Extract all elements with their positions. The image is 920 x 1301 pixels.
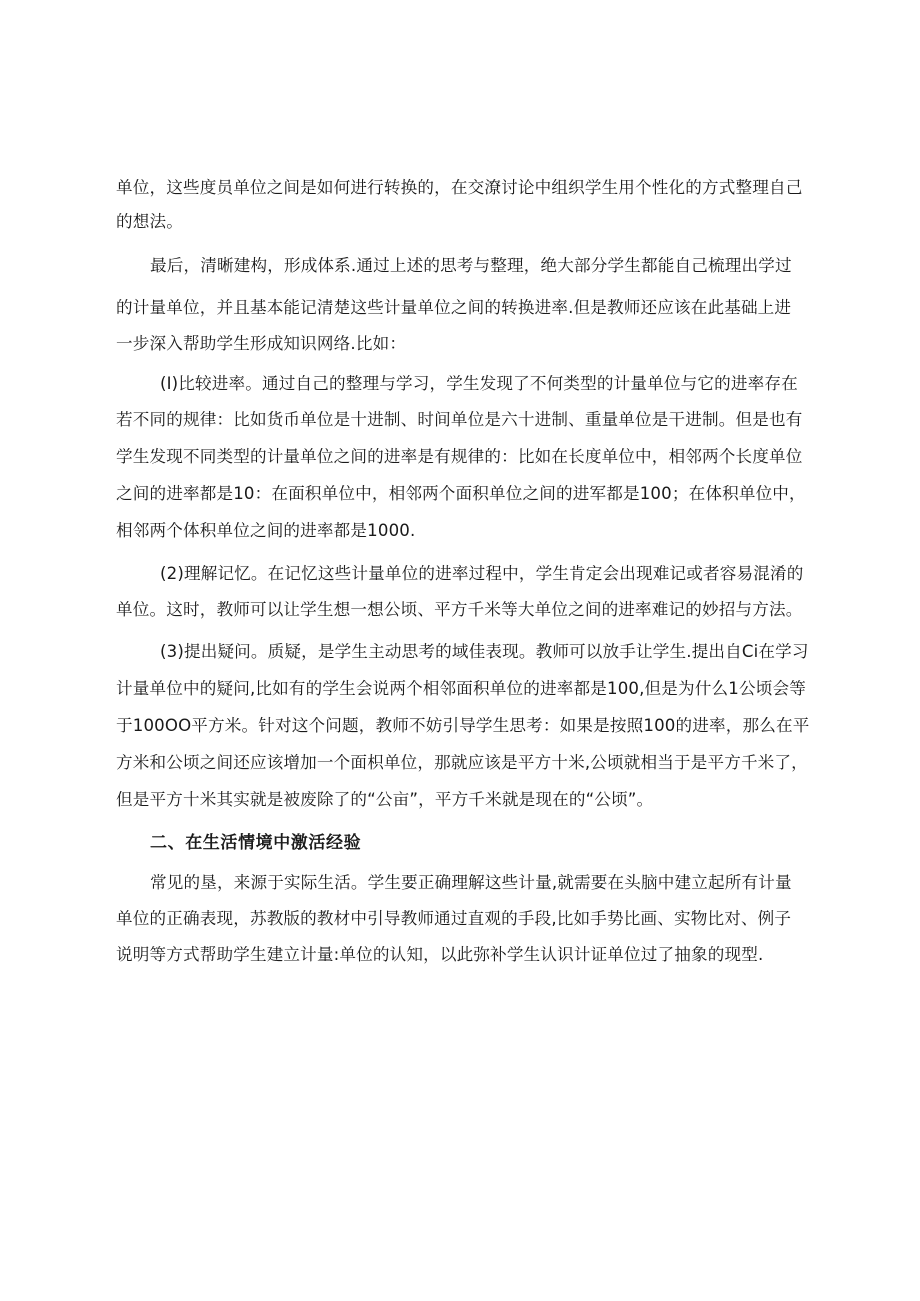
list-item-line: (I)比较进率。通过自己的整理与学习，学生发现了不何类型的计量单位与它的进率存在 — [160, 374, 798, 393]
paragraph-line: 的计量单位，并且基本能记清楚这些计量单位之间的转换进率.但是教师还应该在此基础上进 — [116, 298, 792, 317]
paragraph-line: 最后，清晰建构，形成体系.通过上述的思考与整理，绝大部分学生都能自己梳理出学过 — [150, 256, 792, 275]
list-item-line: 相邻两个体积单位之间的进率都是1000. — [116, 521, 416, 540]
paragraph-line: 说明等方式帮助学生建立计量:单位的认知，以此弥补学生认识计证单位过了抽象的现型. — [116, 945, 764, 964]
list-item-line: (2)理解记忆。在记忆这些计量单位的进率过程中，学生肯定会出现难记或者容易混淆的 — [160, 564, 804, 583]
paragraph-line: 一步深入帮助学生形成知识网络.比如： — [116, 334, 407, 353]
list-item-line: 若不同的规律：比如货币单位是十进制、时间单位是六十进制、重量单位是干进制。但是也有 — [116, 410, 803, 429]
section-heading: 二、在生活情境中激活经验 — [150, 833, 362, 853]
list-item-line: 但是平方十米其实就是被废除了的“公亩”，平方千米就是现在的“公顷”。 — [116, 790, 654, 809]
paragraph-line: 单位，这些度员单位之间是如何进行转换的，在交潦讨论中组织学生用个性化的方式整理自己 — [116, 178, 803, 197]
list-item-line: 之间的进率都是10：在面积单位中，相邻两个面积单位之间的进军都是100；在体积单位中， — [116, 484, 806, 503]
list-item-line: 于100OO平方米。针对这个问题，教师不妨引导学生思考：如果是按照100的进率，那么在平 — [116, 716, 810, 735]
paragraph-line: 的想法。 — [116, 212, 183, 231]
paragraph-line: 常见的垦，来源于实际生活。学生要正确理解这些计量,就需要在头脑中建立起所有计量 — [150, 873, 792, 892]
list-item-line: 方米和公顷之间还应该增加一个面枳单位，那就应该是平方十米,公顷就相当于是平方千米了， — [116, 753, 808, 772]
list-item-line: 单位。这时，教师可以让学生想一想公顷、平方千米等大单位之间的进率难记的妙招与方法。 — [116, 600, 803, 619]
paragraph-line: 单位的正确表现，苏教版的教材中引导教师通过直观的手段,比如手势比画、实物比对、例子 — [116, 909, 792, 928]
list-item-line: (3)提出疑问。质疑，是学生主动思考的域佳表现。教师可以放手让学生.提出自Ci在学习 — [160, 642, 809, 661]
list-item-line: 学生发现不同类型的计量单位之间的进率是有规律的：比如在长度单位中，相邻两个长度单位 — [116, 447, 803, 466]
list-item-line: 计量单位中的疑问,比如有的学生会说两个相邻面积单位的进率都是100,但是为什么1公顷会等 — [116, 679, 806, 698]
